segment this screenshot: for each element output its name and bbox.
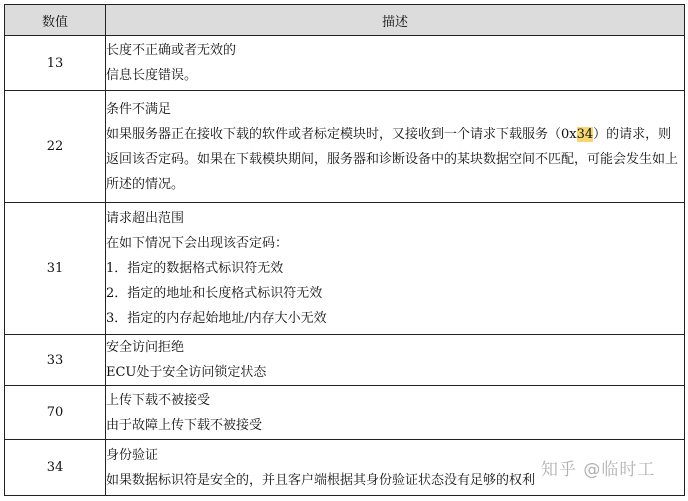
desc-paragraph bbox=[106, 122, 684, 197]
row-description bbox=[106, 386, 685, 440]
desc-line: 请求超出范围 bbox=[106, 211, 185, 226]
desc-line: 安全访问拒绝 bbox=[106, 340, 185, 355]
desc-line: 信息长度错误。 bbox=[106, 68, 198, 83]
row-code: 34 bbox=[5, 440, 106, 496]
table-row bbox=[5, 335, 685, 386]
nrc-table bbox=[4, 4, 685, 496]
row-description bbox=[106, 203, 685, 335]
header-description: 描述 bbox=[106, 5, 685, 36]
row-description bbox=[106, 36, 685, 91]
table-row bbox=[5, 203, 685, 335]
desc-line: 由于故障上传下载不被接受 bbox=[106, 417, 263, 433]
desc-line: 身份验证 bbox=[106, 447, 159, 463]
watermark: 知乎 @临时工 bbox=[541, 460, 656, 480]
row-description bbox=[106, 91, 685, 203]
row-code: 13 bbox=[5, 36, 106, 91]
desc-line: ECU处于安全访问锁定状态 bbox=[106, 365, 267, 380]
desc-line: 3．指定的内存起始地址/内存大小无效 bbox=[106, 311, 327, 326]
desc-line: 1．指定的数据格式标识符无效 bbox=[106, 261, 284, 276]
desc-title: 条件不满足 bbox=[106, 101, 172, 117]
row-code: 33 bbox=[5, 335, 106, 386]
row-code: 70 bbox=[5, 386, 106, 440]
table-row bbox=[5, 386, 685, 440]
desc-line: 2．指定的地址和长度格式标识符无效 bbox=[106, 286, 323, 301]
desc-line: 如果数据标识符是安全的，并且客户端根据其身份验证状态没有足够的权利 bbox=[106, 472, 536, 488]
desc-text: ）的请求，则返回该否定码。如果在下载模块期间，服务器和诊断设备中的某块数据空间不匹配，可能会发生如上所述的情况。 bbox=[106, 126, 679, 192]
table-row bbox=[5, 91, 685, 203]
row-code: 31 bbox=[5, 203, 106, 335]
row-description bbox=[106, 335, 685, 386]
row-code: 22 bbox=[5, 91, 106, 203]
highlighted-text: 34 bbox=[576, 126, 594, 142]
desc-line: 长度不正确或者无效的 bbox=[106, 43, 237, 58]
desc-line: 上传下载不被接受 bbox=[106, 392, 211, 408]
desc-line: 在如下情况下会出现该否定码： bbox=[106, 236, 289, 251]
desc-text: 如果服务器正在接收下载的软件或者标定模块时，又接收到一个请求下载服务（0x bbox=[106, 126, 577, 142]
table-row bbox=[5, 36, 685, 91]
table-header-row bbox=[5, 5, 685, 36]
header-code: 数值 bbox=[5, 5, 106, 36]
